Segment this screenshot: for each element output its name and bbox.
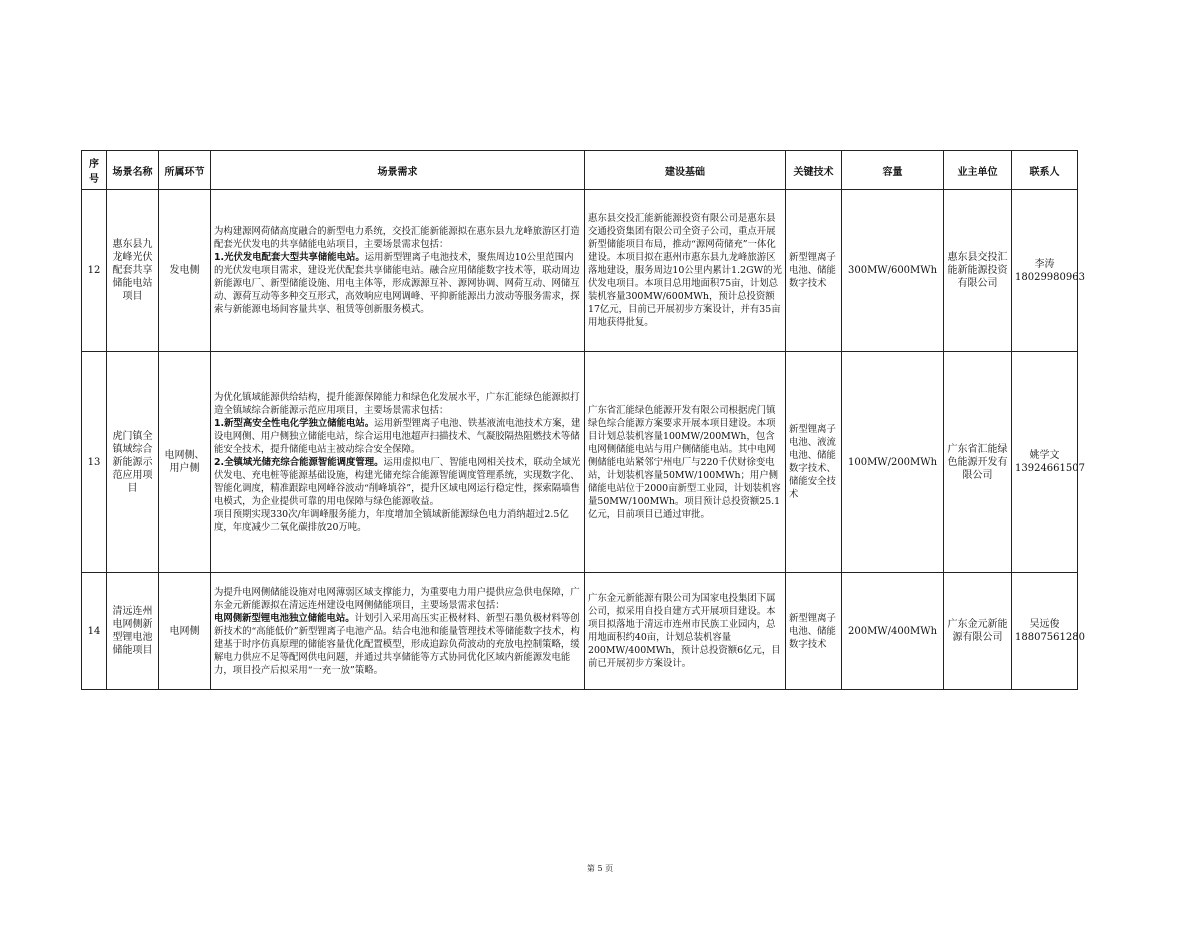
header-cell-owner: 业主单位 xyxy=(944,151,1012,190)
requirement-item-text: 计划引入采用高压实正极材料、新型石墨负极材料等创新技术的“高能低价”新型锂离子电池产品。结合电池和能量管理技术等储能数字技术，构建基于时序仿真原理的储能容量优化配置模型，形成追踪负荷波动的充放电控制策略，缓解电力供应不足等配网供电问题，并通过共享储能等方式协同优化区域内新能源发电能力，项目投产后拟采用“一充一放”策略。 xyxy=(214,612,580,676)
requirement-item-text: 运用虚拟电厂、智能电网相关技术，联动全域光伏发电、充电桩等能源基础设施，构建光储充综合能源智能调度管理系统，实现数字化、智能化调度，精准跟踪电网峰谷波动“削峰填谷”，提升区域电网运行稳定性，探索隔墙售电模式，为企业提供可靠的用电保障与绿色能源收益。 xyxy=(214,456,581,507)
contact-name: 姚学文 xyxy=(1029,450,1060,461)
stage-cell: 电网侧 xyxy=(159,573,211,690)
table-row xyxy=(82,190,1078,352)
basis-cell: 广东金元新能源有限公司为国家电投集团下属公司，拟采用自投自建方式开展项目建设。本项目拟落地于清远市连州市民族工业园内，总用地面积约40亩，计划总装机容量200MW/400MWh，预计总投资额6亿元，目前已开展初步方案设计。 xyxy=(585,573,786,690)
requirement-item-title: 电网侧新型锂电池独立储能电站。 xyxy=(214,612,355,624)
header-cell-basis: 建设基础 xyxy=(585,151,786,190)
requirement-cell xyxy=(211,573,585,690)
requirement-item xyxy=(214,456,581,508)
capacity-cell: 200MW/400MWh xyxy=(842,573,944,690)
contact-name: 李涛 xyxy=(1034,258,1055,270)
contact-phone: 18029980963 xyxy=(1015,271,1085,283)
owner-cell: 惠东县交投汇能新能源投资有限公司 xyxy=(944,190,1012,352)
contact-cell xyxy=(1012,573,1085,690)
stage-cell: 电网侧、用户侧 xyxy=(159,352,211,573)
requirement-item-text: 运用新型锂离子电池技术，聚焦周边10公里范围内的光伏发电项目需求，建设光伏配套共享储能电站。融合应用储能数字技术等，联动周边新能源电厂、新型储能设施、用电主体等，形成源源互补、源网协调、网荷互动、网储互动、源荷互动等多种交互形式，高效响应电网调峰、平抑新能源出力波动等服务需求，探索与新能源电场间容量共享、租赁等创新服务模式。 xyxy=(214,252,580,315)
row-number: 13 xyxy=(82,352,107,573)
table-row xyxy=(82,573,1078,690)
requirement-item xyxy=(214,417,581,456)
requirement-cell xyxy=(211,190,585,352)
tech-cell: 新型锂离子电池、液流电池、储能数字技术、储能安全技术 xyxy=(786,352,842,573)
tech-cell: 新型锂离子电池、储能数字技术 xyxy=(786,190,842,352)
requirement-item-title: 1.新型高安全性电化学独立储能电站。 xyxy=(214,417,375,429)
basis-cell: 惠东县交投汇能新能源投资有限公司是惠东县交通投资集团有限公司全资子公司，重点开展新型储能项目布局，推动“源网荷储充”一体化建设。本项目拟在惠州市惠东县九龙峰旅游区落地建设，服务周边10公里内累计1.2GW的光伏发电项目。本项目总用地面积75亩，计划总装机容量300MW/600MWh，预计总投资额17亿元，目前已开展初步方案设计，并有35亩用地获得批复。 xyxy=(585,190,786,352)
row-number: 12 xyxy=(82,190,107,352)
header-cell-stage: 所属环节 xyxy=(159,151,211,190)
header-cell-contact: 联系人 xyxy=(1012,151,1078,190)
capacity-cell: 100MW/200MWh xyxy=(842,352,944,573)
table-row xyxy=(82,352,1078,573)
header-cell-name: 场景名称 xyxy=(107,151,159,190)
contact-phone: 18807561280 xyxy=(1015,632,1085,643)
requirement-outro: 项目预期实现330次/年调峰服务能力，年度增加全镇域新能源绿色电力消纳超过2.5亿度，年度减少二氧化碳排放20万吨。 xyxy=(214,508,569,533)
requirement-intro: 为构建源网荷储高度融合的新型电力系统，交投汇能新能源拟在惠东县九龙峰旅游区打造配套光伏发电的共享储能电站项目，主要场景需求包括： xyxy=(214,226,580,250)
contact-phone: 13924661507 xyxy=(1015,463,1085,474)
project-table xyxy=(81,150,1085,690)
requirement-item-text: 运用新型锂离子电池、铁基液流电池技术方案，建设电网侧、用户侧独立储能电站，综合运用电池超声扫描技术、气凝胶隔热阻燃技术等储能安全技术，提升储能电站主被动综合安全保障。 xyxy=(214,417,581,455)
header-cell-no: 序号 xyxy=(82,151,107,190)
requirement-item-title: 2.全镇域光储充综合能源智能调度管理。 xyxy=(214,456,384,468)
capacity-cell: 300MW/600MWh xyxy=(842,190,944,352)
owner-cell: 广东省汇能绿色能源开发有限公司 xyxy=(944,352,1012,573)
requirement-intro: 为提升电网侧储能设施对电网薄弱区域支撑能力，为重要电力用户提供应急供电保障，广东金元新能源拟在清远连州建设电网侧储能项目，主要场景需求包括： xyxy=(214,586,580,611)
contact-cell xyxy=(1012,190,1085,352)
header-cell-capacity: 容量 xyxy=(842,151,944,190)
owner-cell: 广东金元新能源有限公司 xyxy=(944,573,1012,690)
header-cell-requirement: 场景需求 xyxy=(211,151,585,190)
scenario-name: 虎门镇全镇域综合新能源示范应用项目 xyxy=(107,352,159,573)
contact-cell xyxy=(1012,352,1085,573)
row-number: 14 xyxy=(82,573,107,690)
contact-name: 吴远俊 xyxy=(1029,619,1060,630)
requirement-intro: 为优化镇域能源供给结构，提升能源保障能力和绿色化发展水平，广东汇能绿色能源拟打造全镇域综合新能源示范应用项目，主要场景需求包括： xyxy=(214,391,580,416)
header-cell-tech: 关键技术 xyxy=(786,151,842,190)
requirement-cell xyxy=(211,352,585,573)
requirement-item-title: 1.光伏发电配套大型共享储能电站。 xyxy=(214,252,365,263)
requirement-item xyxy=(214,612,581,677)
requirement-item xyxy=(214,251,581,316)
stage-cell: 发电侧 xyxy=(159,190,211,352)
scenario-name: 清远连州电网侧新型锂电池储能项目 xyxy=(107,573,159,690)
page-number: 第 5 页 xyxy=(586,864,614,873)
scenario-name: 惠东县九龙峰光伏配套共享储能电站项目 xyxy=(107,190,159,352)
table-header-row xyxy=(82,151,1078,190)
tech-cell: 新型锂离子电池、储能数字技术 xyxy=(786,573,842,690)
basis-cell: 广东省汇能绿色能源开发有限公司根据虎门镇绿色综合能源方案要求开展本项目建设。本项目计划总装机容量100MW/200MWh，包含电网侧储能电站与用户侧储能电站。其中电网侧储能电站紧邻宁州电厂与220千伏财徐变电站，计划装机容量50MW/100MWh；用户侧储能电站位于2000亩新型工业园，计划装机容量50MW/100MWh。项目预计总投资额25.1亿元，目前项目已通过审批。 xyxy=(585,352,786,573)
